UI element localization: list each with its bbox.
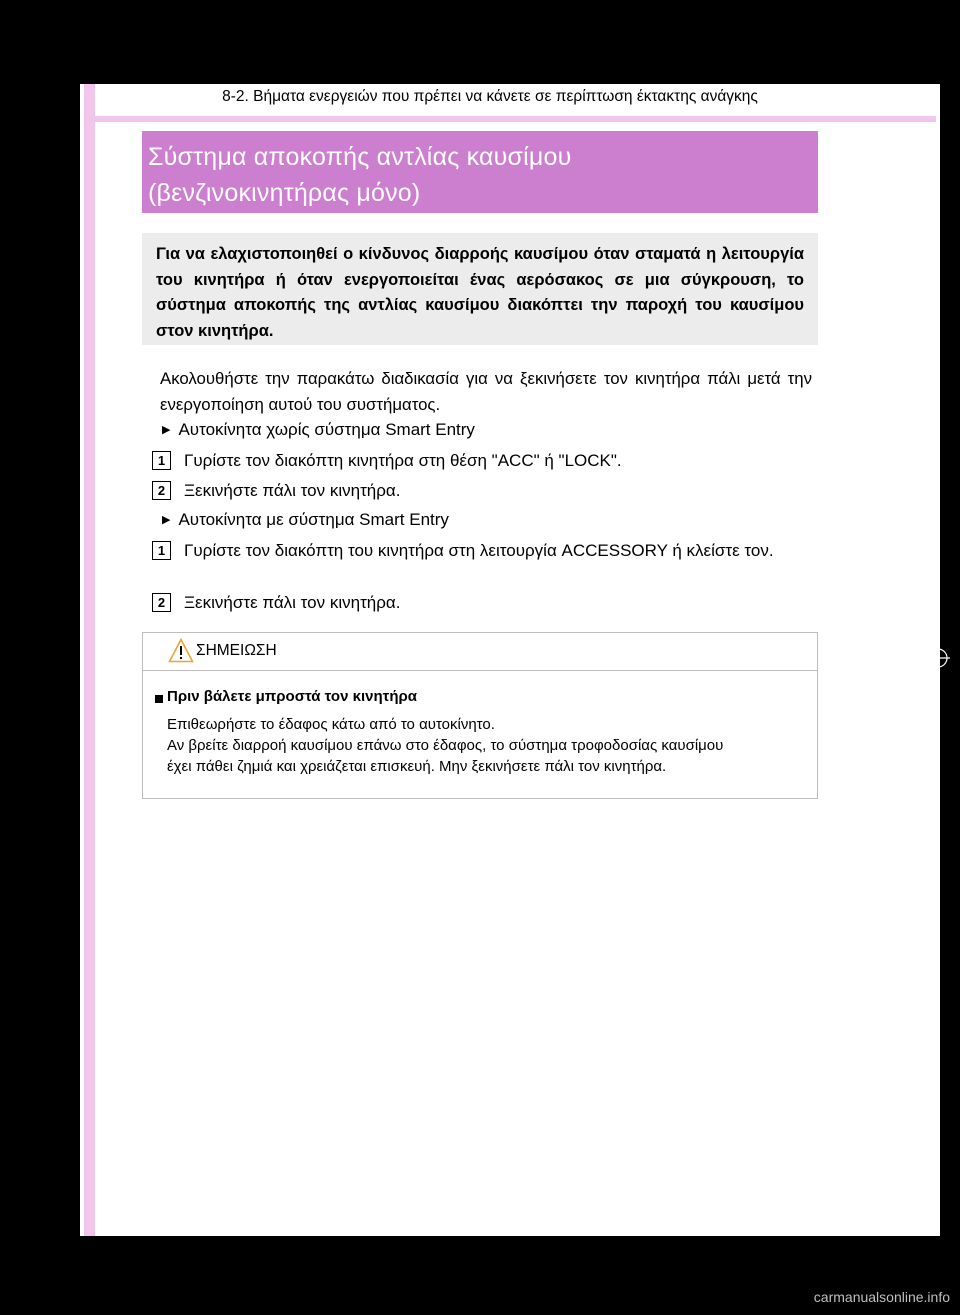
step-number-badge: 1 xyxy=(152,451,171,470)
notice-label: ΣΗΜΕΙΩΣΗ xyxy=(196,642,277,659)
step-number-badge: 2 xyxy=(152,481,171,500)
triangle-bullet-icon: ▶ xyxy=(162,424,171,436)
crop-mark-icon xyxy=(922,1218,946,1238)
step-text: Γυρίστε τον διακόπτη του κινητήρα στη λειτουργία ACCESSORY ή κλείστε τον. xyxy=(184,541,774,560)
title-line-2: (βενζινοκινητήρας μόνο) xyxy=(148,179,421,207)
notice-header xyxy=(143,633,817,671)
section-title xyxy=(142,131,818,213)
step-text: Ξεκινήστε πάλι τον κινητήρα. xyxy=(184,481,401,500)
crop-mark-icon xyxy=(924,80,944,100)
notice-title: Πριν βάλετε μπροστά τον κινητήρα xyxy=(167,688,417,705)
manual-page xyxy=(80,84,940,1236)
header-rule xyxy=(84,116,936,122)
intro-box xyxy=(142,233,818,345)
step-text: Ξεκινήστε πάλι τον κινητήρα. xyxy=(184,593,401,612)
step-number-badge: 1 xyxy=(152,541,171,560)
section-heading-with-smart-entry: ▶ Αυτοκίνητα με σύστημα Smart Entry xyxy=(162,510,449,529)
notice-line: έχει πάθει ζημιά και χρειάζεται επισκευή. Μην ξεκινήσετε πάλι τον κινητήρα. xyxy=(167,758,667,775)
notice-box xyxy=(142,632,818,799)
intro-text: Για να ελαχιστοποιηθεί ο κίνδυνος διαρροής καυσίμου όταν σταματά η λειτουργία του κινητήρα ή όταν ενεργοποιείται ένας αερόσακος σε μια σύγκρουση, το σύστημα αποκοπής της αντλίας καυσίμου διακόπτει την παροχή του καυσίμου στον κινητήρα. xyxy=(156,245,804,340)
left-accent-strip xyxy=(84,84,95,1236)
section-heading-without-smart-entry: ▶ Αυτοκίνητα χωρίς σύστημα Smart Entry xyxy=(162,420,475,439)
square-bullet-icon xyxy=(155,695,163,703)
notice-line: Επιθεωρήστε το έδαφος κάτω από το αυτοκίνητο. xyxy=(167,716,495,733)
registration-mark-icon xyxy=(920,640,950,676)
step-text: Γυρίστε τον διακόπτη κινητήρα στη θέση "ACC" ή "LOCK". xyxy=(184,451,622,470)
body-paragraph: Ακολουθήστε την παρακάτω διαδικασία για να ξεκινήσετε τον κινητήρα πάλι μετά την ενεργοποίηση αυτού του συστήματος. xyxy=(160,369,812,414)
step-number-badge: 2 xyxy=(152,593,171,612)
watermark: carmanualsonline.info xyxy=(813,1289,950,1305)
title-line-1: Σύστημα αποκοπής αντλίας καυσίμου xyxy=(148,143,572,171)
notice-line: Αν βρείτε διαρροή καυσίμου επάνω στο έδαφος, το σύστημα τροφοδοσίας καυσίμου xyxy=(167,737,724,754)
warning-triangle-icon xyxy=(168,638,194,663)
triangle-bullet-icon: ▶ xyxy=(162,514,171,526)
running-head: 8-2. Βήματα ενεργειών που πρέπει να κάνετε σε περίπτωση έκτακτης ανάγκης xyxy=(222,88,758,105)
